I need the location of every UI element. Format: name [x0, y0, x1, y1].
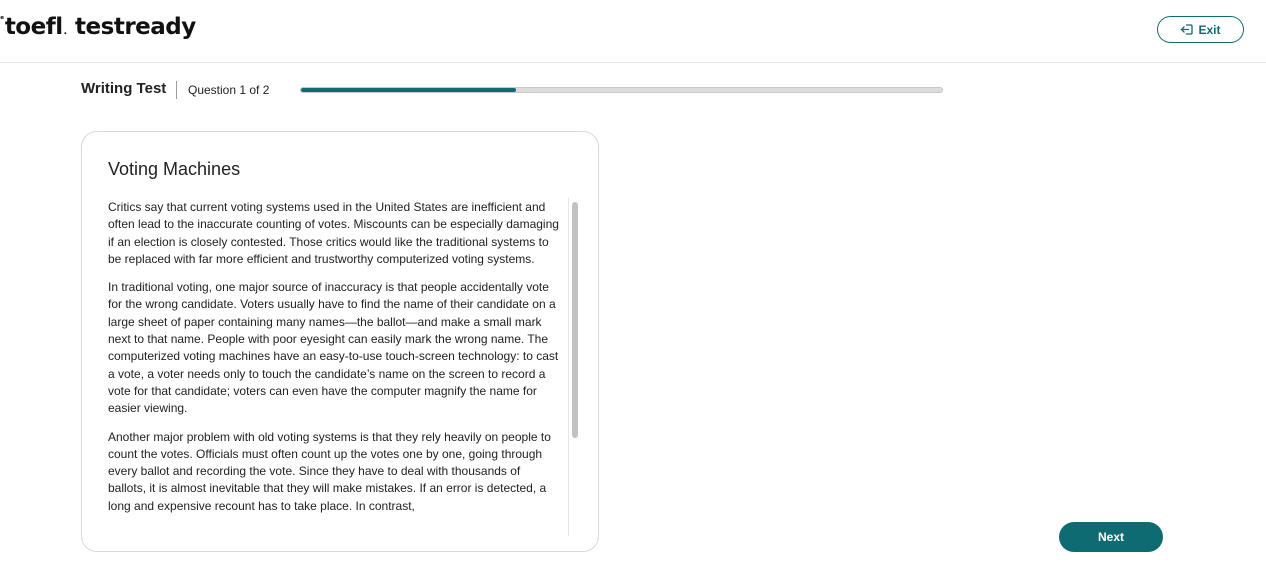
passage-paragraph: In traditional voting, one major source of inaccuracy is that people accidentally vote for the wrong candidate. Voters usually have to find the name of their candidate on a large sheet of paper containing many names—the ballot—and make a small mark next to that name. People with poor eyesight can easily mark the wrong name. The computerized voting machines have an easy-to-use touch-screen technology: to cast a vote, a voter needs only to touch the candidate’s name on the screen to record a vote for that candidate; voters can even have the computer magnify the name for easier viewing.: [108, 280, 559, 416]
app-header: [0, 0, 1266, 63]
exit-button[interactable]: [1157, 16, 1244, 43]
passage-scrollbar[interactable]: [568, 198, 580, 536]
question-counter: Question 1 of 2: [188, 83, 270, 97]
scrollbar-thumb[interactable]: [572, 202, 578, 438]
passage-text[interactable]: [108, 199, 560, 535]
logo-dot: .: [63, 27, 67, 37]
passage-paragraph: Critics say that current voting systems used in the United States are inefficient and often lead to the inaccurate counting of votes. Miscounts can be especially damaging if an election is closely contested. Those critics would like the traditional systems to be replaced with far more efficient and trustworthy computerized voting systems.: [108, 200, 559, 266]
next-button[interactable]: Next: [1059, 522, 1163, 552]
passage-paragraph: Another major problem with old voting systems is that they rely heavily on people to count the votes. Officials must often count up the votes one by one, going through every ballot and recording the vote. Since they have to deal with thousands of ballots, it is almost inevitable that they will make mistakes. If an error is detected, a long and expensive recount has to take place. In contrast,: [108, 429, 551, 513]
title-separator: [176, 81, 177, 99]
progress-bar: [300, 87, 943, 93]
progress-bar-fill: [301, 88, 516, 92]
exit-icon: [1180, 24, 1193, 35]
reading-passage-card: [81, 131, 599, 552]
logo-mark: ᵉ: [0, 15, 4, 25]
passage-title: Voting Machines: [108, 159, 241, 179]
test-title: Writing Test: [81, 80, 167, 97]
exit-label: Exit: [1198, 22, 1221, 37]
toefl-logo: [0, 14, 196, 40]
logo-text-testready: testready: [75, 14, 196, 40]
logo-text-toefl: toefl: [4, 14, 63, 40]
